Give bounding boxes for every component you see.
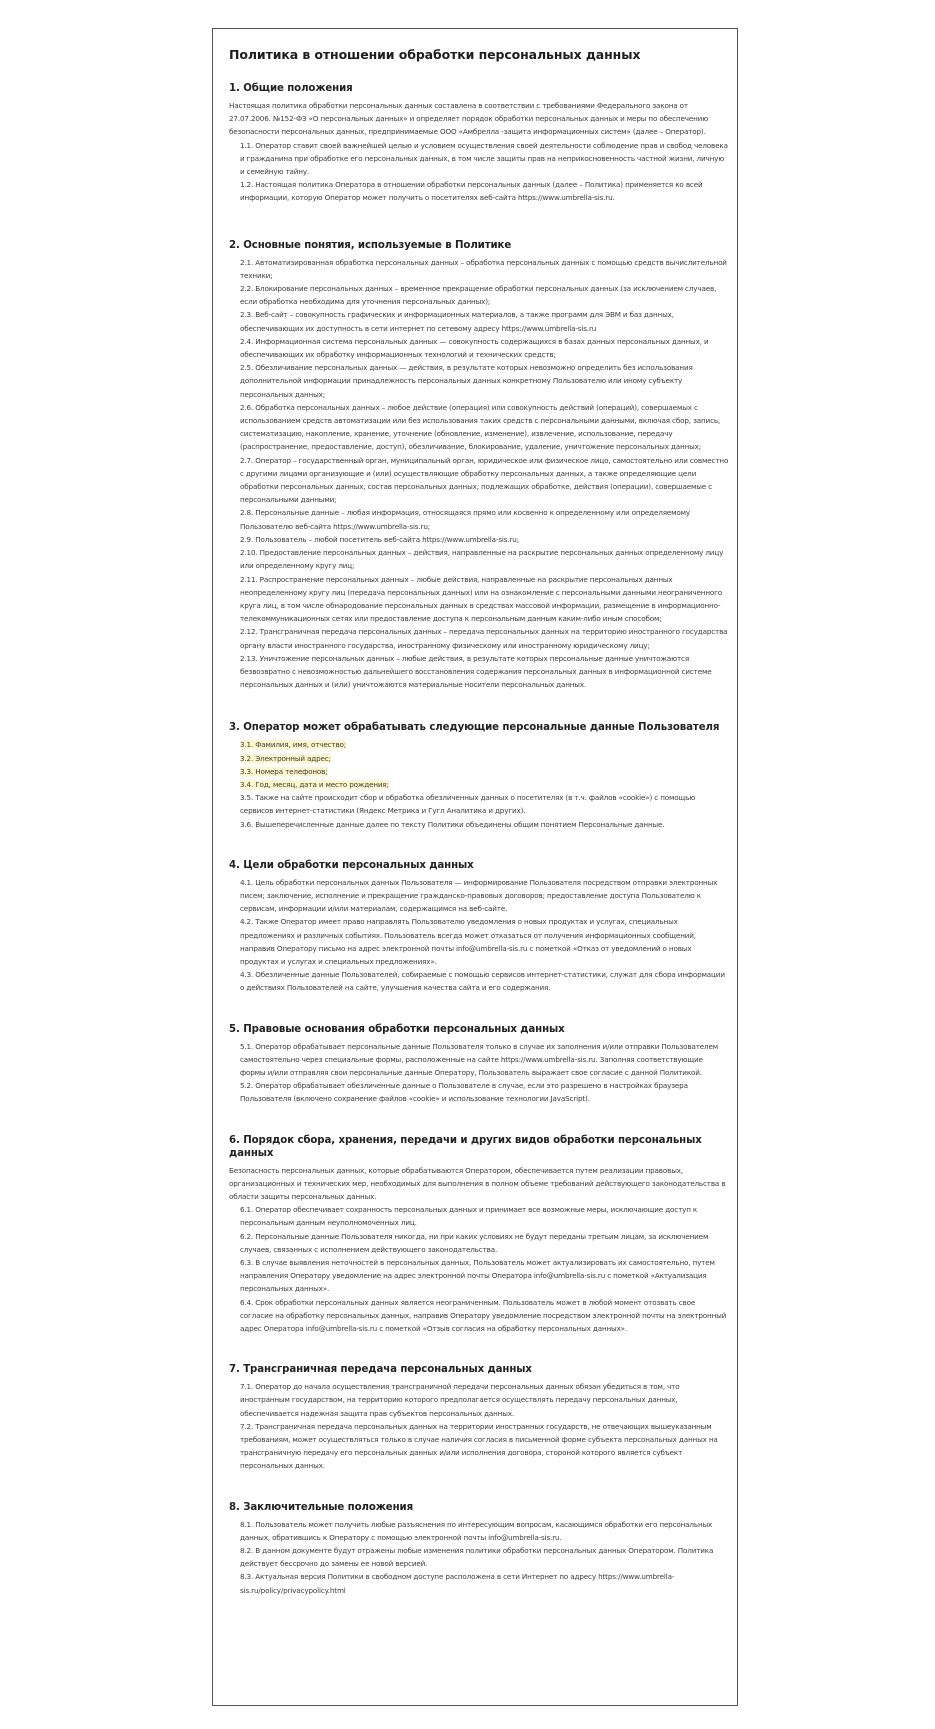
section-item: 5.1. Оператор обрабатывает персональные данные Пользователя только в случае их заполнения и/или отправки Пользователем самостоятельно через специальные формы, расположенные на сайте https://www.umbrella-sis.ru. Заполняя соответствующие формы и/или отправляя свои персональные данные Оператору, Пользователь выражает свое согласие с данной Политикой. bbox=[240, 1041, 718, 1077]
highlighted-text: 3.2. Электронный адрес; bbox=[240, 753, 331, 763]
highlighted-text: 3.4. Год, месяц, дата и место рождения; bbox=[240, 779, 389, 789]
section-item: 8.1. Пользователь может получить любые разъяснения по интересующим вопросам, касающимся обработки его персональных данных, обратившись к Оператору с помощью электронной почты info@umbrella-sis.ru. bbox=[240, 1519, 713, 1542]
section-definitions bbox=[229, 239, 729, 692]
highlighted-text: 3.1. Фамилия, имя, отчество; bbox=[240, 740, 347, 750]
section-intro: Настоящая политика обработки персональных данных составлена в соответствии с требованиями Федерального закона от 27.07.2006. №152-ФЗ «О персональных данных» и определяет порядок обработки персональных данных и меры по обеспечению безопасности персональных данных, предпринимаемые ООО «Амбрелла -защита информационных систем» (далее – Оператор). bbox=[229, 101, 709, 137]
section-item: 1.1. Оператор ставит своей важнейшей целью и условием осуществления своей деятельности соблюдение прав и свобод человека и гражданина при обработке его персональных данных, в том числе защиты прав на неприкосновенность частной жизни, личную и семейную тайну. bbox=[240, 140, 728, 177]
section-item: 4.3. Обезличенные данные Пользователей, собираемые с помощью сервисов интернет-статистики, служат для сбора информации о действиях Пользователей на сайте, улучшения качества сайта и его содержания. bbox=[240, 970, 725, 993]
section-cross-border bbox=[229, 1363, 729, 1472]
section-item: 2.9. Пользователь – любой посетитель веб-сайта https://www.umbrella-sis.ru; bbox=[240, 534, 519, 544]
section-item: 8.3. Актуальная версия Политики в свободном доступе расположена в сети Интернет по адресу https://www.umbrella-sis.ru/policy/privacypolicy.html bbox=[240, 1572, 675, 1595]
section-item: 6.1. Оператор обеспечивает сохранность персональных данных и принимает все возможные меры, исключающие доступ к персональным данным неуполномоченных лиц. bbox=[240, 1205, 698, 1228]
policy-document bbox=[212, 28, 738, 1706]
section-item bbox=[229, 778, 729, 791]
section-item: 7.1. Оператор до начала осуществления трансграничной передачи персональных данных обязан убедиться в том, что иностранным государством, на территорию которого предполагается осуществлять передачу персональных данных, обеспечивается надежная защита прав субъектов персональных данных. bbox=[240, 1382, 680, 1418]
section-item: 2.13. Уничтожение персональных данных – любые действия, в результате которых персональные данные уничтожаются безвозвратно с невозможностью дальнейшего восстановления содержания персональных данных в информационной системе персональных данных и (или) уничтожаются материальные носители персональных данных. bbox=[240, 653, 712, 690]
section-item: 2.11. Распространение персональных данных – любые действия, направленные на раскрытие персональных данных неопределенному кругу лиц (передача персональных данных) или на ознакомление с персональными данными неограниченного круга лиц, в том числе обнародование персональных данных в средствах массовой информации, размещение в информационно-телекоммуникационных сетях или предоставление доступа к персональным данным каким-либо иным способом; bbox=[240, 574, 723, 624]
section-heading: 4. Цели обработки персональных данных bbox=[229, 859, 474, 871]
section-processing-order bbox=[229, 1134, 729, 1336]
section-personal-data bbox=[229, 721, 729, 830]
section-item: 3.6. Вышеперечисленные данные далее по тексту Политики объединены общим понятием Персональные данные. bbox=[240, 819, 665, 829]
section-item: 5.2. Оператор обрабатывает обезличенные данные о Пользователе в случае, если это разрешено в настройках браузера Пользователя (включено сохранение файлов «cookie» и использование технологии JavaScript). bbox=[240, 1081, 688, 1104]
section-item: 2.2. Блокирование персональных данных – временное прекращение обработки персональных данных (за исключением случаев, если обработка необходима для уточнения персональных данных); bbox=[240, 284, 717, 307]
section-item bbox=[229, 738, 729, 751]
section-item: 6.4. Срок обработки персональных данных является неограниченным. Пользователь может в любой момент отозвать свое согласие на обработку персональных данных, направив Оператору уведомление посредством электронной почты на электронный адрес Оператора info@umbrella-sis.ru с пометкой «Отзыв согласия на обработку персональных данных». bbox=[240, 1297, 727, 1334]
section-general bbox=[229, 82, 729, 205]
section-item bbox=[229, 765, 729, 778]
section-heading: 8. Заключительные положения bbox=[229, 1501, 414, 1513]
section-legal-grounds bbox=[229, 1023, 729, 1106]
section-intro: Безопасность персональных данных, которые обрабатываются Оператором, обеспечивается путем реализации правовых, организационных и технических мер, необходимых для выполнения в полном объеме требований действующего законодательства в области защиты персональных данных. bbox=[229, 1165, 726, 1201]
section-item: 8.2. В данном документе будут отражены любые изменения политики обработки персональных данных Оператором. Политика действует бессрочно до замены ее новой версией. bbox=[240, 1546, 714, 1569]
section-item: 2.5. Обезличивание персональных данных — действия, в результате которых невозможно определить без использования дополнительной информации принадлежность персональных данных конкретному Пользователю или иному субъекту персональных данных; bbox=[240, 363, 693, 399]
section-heading: 1. Общие положения bbox=[229, 83, 353, 94]
section-purposes bbox=[229, 859, 729, 995]
section-heading: 5. Правовые основания обработки персональных данных bbox=[229, 1023, 565, 1035]
section-item: 2.1. Автоматизированная обработка персональных данных – обработка персональных данных с помощью средств вычислительной техники; bbox=[240, 257, 727, 280]
section-heading: 2. Основные понятия, используемые в Политике bbox=[229, 239, 512, 251]
document-content bbox=[229, 47, 729, 1597]
section-item: 4.1. Цель обработки персональных данных Пользователя — информирование Пользователя посредством отправки электронных писем; заключение, исполнение и прекращение гражданско-правовых договоров; предоставление доступа Пользователю к сервисам, информации и/или материалам, содержащимся на веб-сайте. bbox=[240, 877, 718, 914]
section-heading: 7. Трансграничная передача персональных данных bbox=[229, 1364, 532, 1376]
highlighted-text: 3.3. Номера телефонов; bbox=[240, 766, 328, 776]
section-final bbox=[229, 1501, 729, 1597]
section-item: 2.10. Предоставление персональных данных – действия, направленные на раскрытие персональных данных определенному лицу или определенному кругу лиц; bbox=[240, 548, 724, 571]
section-item: 1.2. Настоящая политика Оператора в отношении обработки персональных данных (далее – Политика) применяется ко всей информации, которую Оператор может получить о посетителях веб-сайта https://www.umbrella-sis.ru. bbox=[240, 180, 703, 203]
section-item: 2.4. Информационная система персональных данных — совокупность содержащихся в базах данных персональных данных, и обеспечивающих их обработку информационных технологий и технических средств; bbox=[240, 336, 709, 360]
section-item: 6.3. В случае выявления неточностей в персональных данных, Пользователь может актуализировать их самостоятельно, путем направления Оператору уведомление на адрес электронной почты Оператора info@umbrella-sis.ru с пометкой «Актуализация персональных данных». bbox=[240, 1258, 715, 1294]
section-heading: 3. Оператор может обрабатывать следующие персональные данные Пользователя bbox=[229, 722, 720, 734]
section-item: 3.5. Также на сайте происходит сбор и обработка обезличенных данных о посетителях (в т.ч. файлов «cookie») с помощью сервисов интернет-статистики (Яндекс Метрика и Гугл Аналитика и других). bbox=[240, 793, 696, 816]
section-item: 2.8. Персональные данные – любая информация, относящаяся прямо или косвенно к определенному или определяемому Пользователю веб-сайта https://www.umbrella-sis.ru; bbox=[240, 508, 691, 531]
section-heading: 6. Порядок сбора, хранения, передачи и других видов обработки персональных данных bbox=[229, 1134, 702, 1159]
section-item: 4.2. Также Оператор имеет право направлять Пользователю уведомления о новых продуктах и услугах, специальных предложениях и различных событиях. Пользователь всегда может отказаться от получения информационных сообщений, направив Оператору письмо на адрес электронной почты info@umbrella-sis.ru с пометкой «Отказ от уведомлений о новых продуктах и услугах и специальных предложениях». bbox=[240, 917, 696, 966]
section-item: 6.2. Персональные данные Пользователя никогда, ни при каких условиях не будут переданы третьим лицам, за исключением случаев, связанных с исполнением действующего законодательства. bbox=[240, 1231, 709, 1254]
section-item bbox=[229, 752, 729, 765]
section-item: 2.12. Трансграничная передача персональных данных – передача персональных данных на территорию иностранного государства органу власти иностранного государства, иностранному физическому или иностранному юридическому лицу; bbox=[240, 627, 728, 650]
section-item: 2.6. Обработка персональных данных – любое действие (операция) или совокупность действий (операций), совершаемых с использованием средств автоматизации или без использования таких средств с персональными данными, включая сбор, запись, систематизацию, накопление, хранение, уточнение (обновление, изменение), извлечение, использование, передачу (распространение, предоставление, доступ), обезличивание, блокирование, удаление, уничтожение персональных данных; bbox=[240, 402, 721, 452]
section-item: 7.2. Трансграничная передача персональных данных на территории иностранных государств, не отвечающих вышеуказанным требованиям, может осуществляться только в случае наличия согласия в письменной форме субъекта персональных данных на трансграничную передачу его персональных данных и/или исполнения договора, стороной которого является субъект персональных данных. bbox=[240, 1421, 718, 1471]
document-title: Политика в отношении обработки персональных данных bbox=[229, 47, 641, 62]
section-item: 2.7. Оператор – государственный орган, муниципальный орган, юридическое или физическое лицо, самостоятельно или совместно с другими лицами организующие и (или) осуществляющие обработку персональных данных, а также определяющие цели обработки персональных данных, состав персональных данных, подлежащих обработке, действия (операции), совершаемые с персональными данными; bbox=[240, 455, 729, 505]
section-item: 2.3. Веб-сайт – совокупность графических и информационных материалов, а также программ для ЭВМ и баз данных, обеспечивающих их доступность в сети интернет по сетевому адресу https://www.umbrella-sis.ru bbox=[240, 310, 674, 333]
